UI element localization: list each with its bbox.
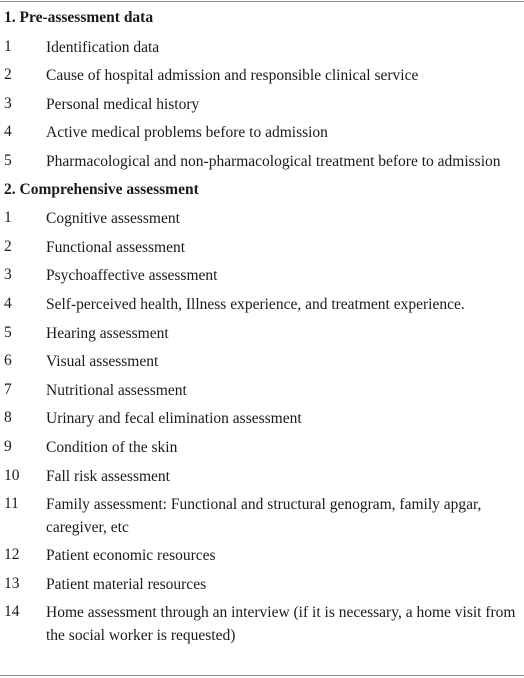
row-number: 4 (4, 123, 12, 141)
row-text: Pharmacological and non-pharmacological treatment before to admission (46, 152, 501, 170)
table-row (0, 462, 524, 491)
table-row (0, 233, 524, 262)
row-number: 5 (4, 151, 12, 169)
row-text: Visual assessment (46, 353, 159, 371)
table-row (0, 204, 524, 233)
table-row (0, 570, 524, 599)
row-number: 2 (4, 237, 12, 255)
row-number: 13 (4, 574, 20, 592)
table-row (0, 404, 524, 433)
row-number: 11 (4, 495, 19, 513)
row-number: 10 (4, 466, 20, 484)
table-row (0, 347, 524, 376)
row-text: Psychoaffective assessment (46, 267, 218, 285)
row-text: Condition of the skin (46, 438, 178, 456)
row-text: Patient material resources (46, 575, 207, 593)
table-row (0, 118, 524, 147)
row-text: Home assessment through an interview (if it is necessary, a home visit from the social worker is requested) (46, 604, 516, 645)
row-number: 4 (4, 294, 12, 312)
row-text: Family assessment: Functional and structural genogram, family apgar, caregiver, etc (46, 496, 482, 537)
row-text: Nutritional assessment (46, 381, 187, 399)
row-number: 12 (4, 546, 20, 564)
row-text: Hearing assessment (46, 324, 169, 342)
assessment-table (0, 4, 524, 649)
row-text: Functional assessment (46, 238, 186, 256)
row-number: 3 (4, 266, 12, 284)
row-number: 2 (4, 66, 12, 84)
row-text: Self-perceived health, Illness experience, and treatment experience. (46, 295, 465, 313)
row-text: Personal medical history (46, 95, 200, 113)
row-number: 6 (4, 352, 12, 370)
section-heading-pre-assessment: 1. Pre-assessment data (4, 9, 154, 26)
row-text: Cognitive assessment (46, 210, 180, 228)
table-bottom-rule (0, 675, 524, 676)
table-row (0, 290, 524, 319)
row-number: 1 (4, 209, 12, 227)
table-row (0, 261, 524, 290)
row-number: 5 (4, 323, 12, 341)
row-text: Active medical problems before to admission (46, 124, 328, 142)
section-heading-comprehensive-assessment: 2. Comprehensive assessment (4, 180, 199, 198)
table-row (0, 61, 524, 90)
row-number: 7 (4, 380, 12, 398)
row-text: Urinary and fecal elimination assessment (46, 410, 302, 428)
row-text: Fall risk assessment (46, 467, 170, 485)
table-row (0, 33, 524, 62)
row-number: 3 (4, 94, 12, 112)
table-row (0, 147, 524, 176)
table-row (0, 376, 524, 405)
row-number: 8 (4, 409, 12, 427)
row-text: Patient economic resources (46, 547, 216, 565)
table-row (0, 319, 524, 348)
table-row (0, 490, 524, 541)
row-number: 1 (4, 37, 12, 55)
table-row (0, 598, 524, 649)
row-number: 14 (4, 603, 20, 621)
table-top-rule (0, 1, 524, 2)
table-row (0, 433, 524, 462)
row-text: Identification data (46, 38, 160, 56)
table-row (0, 90, 524, 119)
table-row (0, 541, 524, 570)
row-number: 9 (4, 437, 12, 455)
row-text: Cause of hospital admission and responsible clinical service (46, 67, 419, 85)
